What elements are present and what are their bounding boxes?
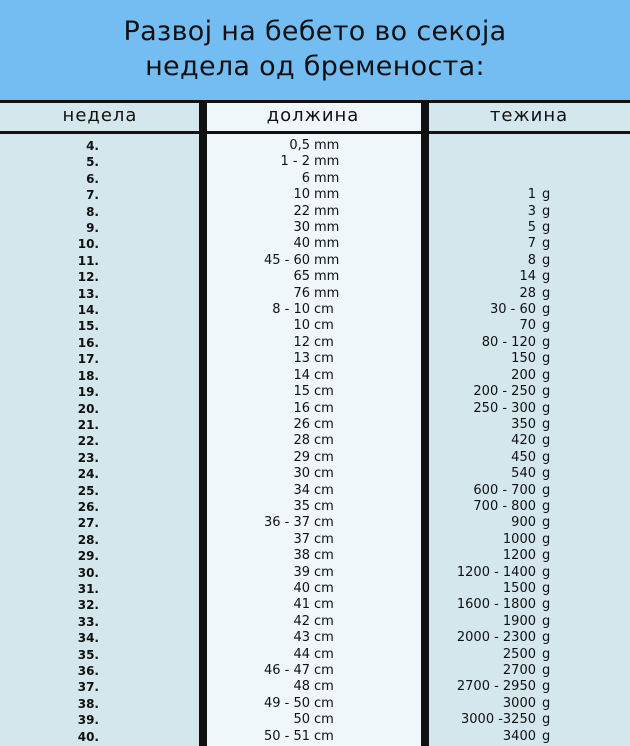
week-cell: 38. [77,696,99,711]
weight-unit: g [542,597,551,613]
length-unit: mm [314,269,340,285]
weight-unit: g [542,613,551,629]
weight-unit: g [542,466,551,482]
weight-value: 200 [511,367,536,383]
weight-unit: g [542,695,551,711]
weight-unit: g [542,580,551,596]
weight-value: 1200 [502,548,536,564]
length-value: 42 [293,613,310,629]
length-value: 6 [301,170,310,186]
length-unit: cm [314,679,334,695]
table-row [0,138,630,154]
length-unit: cm [314,663,334,678]
length-unit: mm [314,236,340,252]
weight-unit: g [542,252,551,268]
table-row [0,154,630,170]
weight-unit: g [542,318,551,334]
weight-value: 700 - 800 [473,498,536,514]
weight-value: 1500 [502,580,536,596]
weight-unit: g [542,515,551,531]
length-unit: mm [314,170,340,186]
week-cell: 8. [86,204,99,219]
table-row [0,647,630,663]
weight-value: 420 [511,433,536,449]
length-unit: cm [314,384,334,400]
week-cell: 33. [77,614,99,629]
length-value: 16 [293,400,310,416]
length-value: 46 - 47 [263,663,310,678]
weight-unit: g [542,384,551,400]
weight-value: 150 [511,351,536,367]
week-cell: 29. [77,549,99,564]
table-row [0,565,630,581]
weight-value: 2700 [502,663,536,678]
table-row [0,253,630,269]
weight-value: 900 [511,515,536,531]
length-unit: cm [314,580,334,596]
weight-value: 7 [527,236,536,252]
table-row [0,417,630,433]
table-row [0,368,630,384]
weight-value: 2000 - 2300 [456,630,536,646]
weight-value: 80 - 120 [481,334,536,350]
week-cell: 13. [77,286,99,301]
length-unit: cm [314,302,334,318]
weight-value: 5 [527,220,536,236]
weight-unit: g [542,220,551,236]
length-value: 43 [293,630,310,646]
table-row [0,515,630,531]
length-value: 15 [293,384,310,400]
weight-value: 250 - 300 [473,400,536,416]
table-row [0,401,630,417]
table-row [0,302,630,318]
table-row [0,597,630,613]
table-row [0,269,630,285]
length-value: 50 [293,712,310,728]
length-value: 40 [293,236,310,252]
weight-unit: g [542,728,551,744]
weight-unit: g [542,531,551,547]
weight-value: 2500 [502,646,536,662]
week-cell: 39. [77,713,99,728]
weight-value: 3400 [502,728,536,744]
week-cell: 31. [77,581,99,596]
week-cell: 18. [77,368,99,383]
length-unit: cm [314,482,334,498]
weight-value: 1200 - 1400 [456,564,536,580]
length-unit: cm [314,630,334,646]
length-value: 76 [293,285,310,301]
week-cell: 16. [77,335,99,350]
length-value: 30 [293,220,310,236]
weight-value: 1600 - 1800 [456,597,536,613]
weight-unit: g [542,679,551,695]
weight-unit: g [542,203,551,219]
weight-unit: g [542,548,551,564]
length-value: 39 [293,564,310,580]
length-value: 40 [293,580,310,596]
week-cell: 22. [77,434,99,449]
weight-unit: g [542,236,551,252]
weight-unit: g [542,416,551,432]
length-value: 28 [293,433,310,449]
length-unit: cm [314,515,334,531]
length-unit: cm [314,318,334,334]
week-cell: 19. [77,385,99,400]
weight-value: 70 [519,318,536,334]
week-cell: 14. [77,303,99,318]
weight-unit: g [542,630,551,646]
column-header-weight: тежина [489,105,569,126]
table-row [0,220,630,236]
week-cell: 25. [77,483,99,498]
week-cell: 12. [77,270,99,285]
length-unit: cm [314,466,334,482]
length-value: 38 [293,548,310,564]
weight-value: 2700 - 2950 [456,679,536,695]
week-cell: 27. [77,516,99,531]
table-row [0,679,630,695]
length-unit: cm [314,548,334,564]
table-row [0,630,630,646]
weight-unit: g [542,269,551,285]
length-unit: cm [314,531,334,547]
length-value: 1 - 2 [280,154,310,170]
length-value: 44 [293,646,310,662]
table-row [0,663,630,679]
week-cell: 7. [86,188,99,203]
week-cell: 17. [77,352,99,367]
title-line-1: Развој на бебето во секоја [123,16,507,47]
length-value: 30 [293,466,310,482]
length-value: 13 [293,351,310,367]
table-row [0,696,630,712]
weight-unit: g [542,334,551,350]
length-unit: cm [314,416,334,432]
weight-unit: g [542,187,551,203]
weight-value: 28 [519,285,536,301]
length-unit: cm [314,367,334,383]
weight-value: 1900 [502,613,536,629]
length-unit: cm [314,351,334,367]
week-cell: 10. [77,237,99,252]
column-header-length: должина [266,105,360,126]
length-value: 65 [293,269,310,285]
length-unit: cm [314,695,334,711]
title-line-2: недела од бременоста: [145,51,485,82]
table-row [0,204,630,220]
length-unit: cm [314,613,334,629]
week-cell: 32. [77,598,99,613]
week-cell: 15. [77,319,99,334]
length-value: 35 [293,498,310,514]
length-unit: cm [314,400,334,416]
weight-value: 30 - 60 [489,302,536,318]
table-row [0,450,630,466]
weight-unit: g [542,646,551,662]
weight-unit: g [542,712,551,728]
weight-unit: g [542,302,551,318]
week-cell: 40. [77,729,99,744]
week-cell: 37. [77,680,99,695]
weight-unit: g [542,400,551,416]
length-value: 34 [293,482,310,498]
weight-unit: g [542,367,551,383]
length-value: 12 [293,334,310,350]
weight-value: 600 - 700 [473,482,536,498]
weight-value: 3 [527,203,536,219]
week-cell: 4. [86,139,99,153]
length-value: 45 - 60 [263,252,310,268]
length-value: 36 - 37 [263,515,310,531]
length-value: 26 [293,416,310,432]
length-unit: mm [314,220,340,236]
length-unit: mm [314,154,340,170]
table-row [0,614,630,630]
column-header-week: недела [62,105,138,126]
week-cell: 24. [77,467,99,482]
weight-unit: g [542,663,551,678]
weight-unit: g [542,564,551,580]
table-row [0,318,630,334]
page-title [0,14,630,84]
length-value: 22 [293,203,310,219]
table-body [0,138,630,745]
table-row [0,483,630,499]
table-row [0,171,630,187]
length-unit: cm [314,334,334,350]
length-value: 0,5 [289,138,310,153]
length-value: 48 [293,679,310,695]
week-cell: 36. [77,664,99,678]
weight-unit: g [542,433,551,449]
weight-unit: g [542,351,551,367]
length-value: 10 [293,187,310,203]
table-row [0,351,630,367]
table-row [0,499,630,515]
length-unit: mm [314,138,340,153]
week-cell: 21. [77,417,99,432]
table-row [0,286,630,302]
weight-unit: g [542,498,551,514]
table-row [0,729,630,745]
week-cell: 6. [86,171,99,186]
length-unit: mm [314,285,340,301]
length-unit: cm [314,712,334,728]
length-unit: mm [314,203,340,219]
weight-value: 14 [519,269,536,285]
length-value: 41 [293,597,310,613]
table-row [0,581,630,597]
week-cell: 34. [77,631,99,646]
length-unit: cm [314,728,334,744]
weight-unit: g [542,285,551,301]
week-cell: 9. [86,221,99,236]
weight-value: 1000 [502,531,536,547]
week-cell: 26. [77,499,99,514]
weight-value: 450 [511,449,536,465]
week-cell: 35. [77,647,99,662]
length-value: 37 [293,531,310,547]
weight-value: 3000 [502,695,536,711]
weight-value: 8 [527,252,536,268]
table-row [0,548,630,564]
week-cell: 20. [77,401,99,416]
length-unit: cm [314,597,334,613]
length-unit: cm [314,433,334,449]
table-row [0,335,630,351]
weight-unit: g [542,449,551,465]
week-cell: 23. [77,450,99,465]
length-unit: cm [314,646,334,662]
table-row [0,466,630,482]
weight-value: 3000 -3250 [461,712,536,728]
table-row [0,433,630,449]
table-row [0,532,630,548]
length-value: 14 [293,367,310,383]
length-value: 29 [293,449,310,465]
length-value: 8 - 10 [272,302,310,318]
length-value: 10 [293,318,310,334]
week-cell: 11. [77,253,99,268]
length-value: 49 - 50 [263,695,310,711]
weight-value: 1 [527,187,536,203]
length-unit: cm [314,449,334,465]
weight-value: 540 [511,466,536,482]
table-row [0,384,630,400]
title-banner [0,0,630,100]
weight-value: 350 [511,416,536,432]
header-divider [0,131,630,134]
table-row [0,187,630,203]
week-cell: 5. [86,155,99,170]
weight-value: 200 - 250 [473,384,536,400]
weight-unit: g [542,482,551,498]
length-unit: cm [314,564,334,580]
length-value: 50 - 51 [263,728,310,744]
length-unit: cm [314,498,334,514]
length-unit: mm [314,252,340,268]
table-row [0,236,630,252]
table-row [0,712,630,728]
week-cell: 28. [77,532,99,547]
length-unit: mm [314,187,340,203]
week-cell: 30. [77,565,99,580]
